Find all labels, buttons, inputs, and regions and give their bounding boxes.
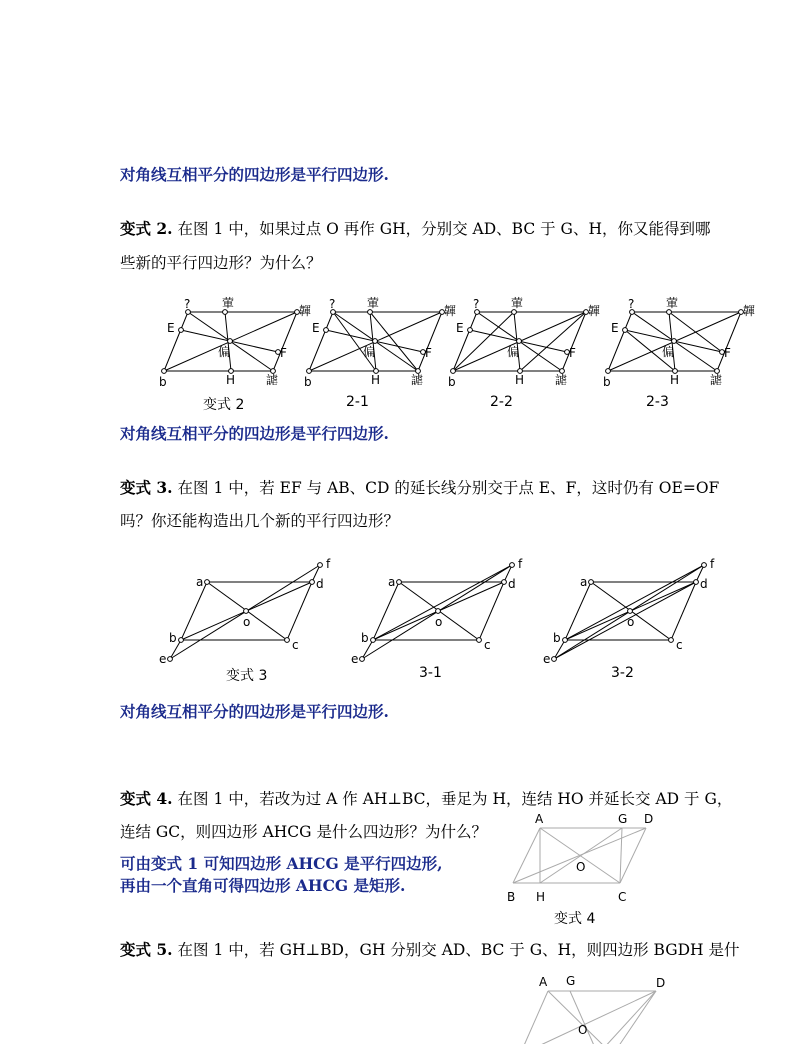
v2-fig1-label-e: E [312,321,320,335]
v2-fig3-label-f: F [724,346,731,360]
variant4-answer-1: 可由变式 1 可知四边形 AHCG 是平行四边形, [120,854,443,873]
v3-fig1-label-d: d [508,577,516,591]
variant2-line2: 些新的平行四边形？为什么？ [120,254,322,272]
variant2-text1: 在图 1 中，如果过点 O 再作 GH，分别交 AD、BC 于 G、H，你又能得到哪 [177,220,711,238]
v5-side-dc [616,991,656,1044]
v2-fig1-label-c: 謔 [411,373,424,387]
variant4-line2: 连结 GC，则四边形 AHCG 是什么四边形？为什么？ [120,823,487,841]
v5-label-g: G [566,974,576,988]
variant5-label: 变式 5. [120,940,173,959]
v2-fig0-label-a: ? [184,297,191,311]
v2-fig1-label-h: H [371,373,381,387]
variant2-caption-3: 2-3 [646,394,669,410]
v2-fig0-label-b: b [159,375,167,389]
v3-fig0-label-a: a [196,575,204,589]
v2-fig1-label-d: 韗 [444,304,457,318]
v3-fig1-label-e: e [351,652,359,666]
v3-fig0-label-b: b [169,631,177,645]
v2-fig3-label-a: ? [628,297,635,311]
v2-fig1-label-o: 偏 [363,345,376,359]
v3-fig2-label-c: c [676,638,683,652]
v2-fig1-label-g: 葷 [367,296,380,310]
v2-fig2-label-o: 偏 [507,345,520,359]
v3-fig0-label-d: d [316,577,324,591]
v3-fig2-label-a: a [580,575,588,589]
v3-fig1-label-a: a [388,575,396,589]
v2-fig0-label-e: E [167,321,175,335]
v2-fig3-label-c: 謔 [710,373,723,387]
v3-fig2-label-e: e [543,652,551,666]
v3-fig2-label-f: f [710,557,715,571]
v2-fig3-label-b: b [603,375,611,389]
variant5-text1: 在图 1 中，若 GH⊥BD，GH 分别交 AD、BC 于 G、H，则四边形 BGDH 是什 [177,941,740,959]
v4-label-d: D [644,812,654,826]
v2-fig2-label-g: 葷 [511,296,524,310]
v2-fig0-label-f: F [280,346,287,360]
v2-fig2-label-d: 韗 [588,304,601,318]
v3-fig1-label-f: f [518,557,523,571]
v3-fig1-label-c: c [484,638,491,652]
v5-label-o: O [578,1023,588,1037]
v2-fig2-label-a: ? [473,297,480,311]
variant4-label: 变式 4. [120,789,173,808]
v5-label-d: D [656,976,666,990]
v2-fig2-label-f: F [569,346,576,360]
v2-fig3-label-h: H [670,373,680,387]
v2-fig3-label-d: 韗 [743,304,756,318]
v4-label-c: C [618,890,627,904]
variant3-caption-0: 变式 3 [226,668,268,684]
v2-fig0-label-d: 韗 [299,304,312,318]
conclusion-text-2: 对角线互相平分的四边形是平行四边形. [120,424,389,443]
variant3-text1: 在图 1 中，若 EF 与 AB、CD 的延长线分别交于点 E、F，这时仍有 OE=OF [177,479,720,497]
variant4-answer-2: 再由一个直角可得四边形 AHCG 是矩形. [120,876,406,895]
v3-fig1-label-o: o [435,615,443,629]
v3-fig2-label-o: o [627,615,635,629]
v4-label-o: O [576,860,586,874]
variant3-caption-1: 3-1 [419,665,442,681]
variant4-text1: 在图 1 中，若改为过 A 作 AH⊥BC，垂足为 H，连结 HO 并延长交 AD 于 G， [177,790,733,808]
v3-fig0-label-f: f [326,557,331,571]
v4-label-g: G [618,812,628,826]
v2-fig0-label-c: 謔 [266,373,279,387]
v2-fig3-label-e: E [611,321,619,335]
variant2-label: 变式 2. [120,219,173,238]
v2-fig1-label-a: ? [329,297,336,311]
v3-fig0-label-o: o [243,615,251,629]
v2-fig2-label-b: b [448,375,456,389]
conclusion-text-1: 对角线互相平分的四边形是平行四边形. [120,165,389,184]
v5-seg-dh [602,991,656,1044]
variant2-caption-0: 变式 2 [203,397,245,413]
v5-side-ab [522,991,548,1044]
variant4-caption: 变式 4 [554,911,596,927]
v2-fig3-label-g: 葷 [666,296,679,310]
v2-fig1-label-f: F [425,346,432,360]
v5-diag-bd [530,991,656,1044]
variant2-caption-2: 2-2 [490,394,513,410]
v3-fig2-label-d: d [700,577,708,591]
v2-fig2-label-e: E [456,321,464,335]
v4-label-h: H [536,890,546,904]
variant3-caption-2: 3-2 [611,665,634,681]
conclusion-text-3: 对角线互相平分的四边形是平行四边形. [120,702,389,721]
v2-fig3-label-o: 偏 [662,345,675,359]
v2-fig0-label-o: 偏 [218,345,231,359]
v2-fig0-label-h: H [226,373,236,387]
v3-fig0-label-e: e [159,652,167,666]
v5-label-a: A [539,975,548,989]
v2-fig2-label-c: 謔 [555,373,568,387]
v3-fig2-label-b: b [553,631,561,645]
v2-fig0-label-g: 葷 [222,296,235,310]
variant3-label: 变式 3. [120,478,173,497]
variant2-caption-1: 2-1 [346,394,369,410]
v4-label-b: B [507,890,516,904]
v3-fig1-label-b: b [361,631,369,645]
v4-label-a: A [535,812,544,826]
v3-fig0-label-c: c [292,638,299,652]
v2-fig2-label-h: H [515,373,525,387]
v2-fig1-label-b: b [304,375,312,389]
variant3-line2: 吗？你还能构造出几个新的平行四边形？ [120,512,400,530]
